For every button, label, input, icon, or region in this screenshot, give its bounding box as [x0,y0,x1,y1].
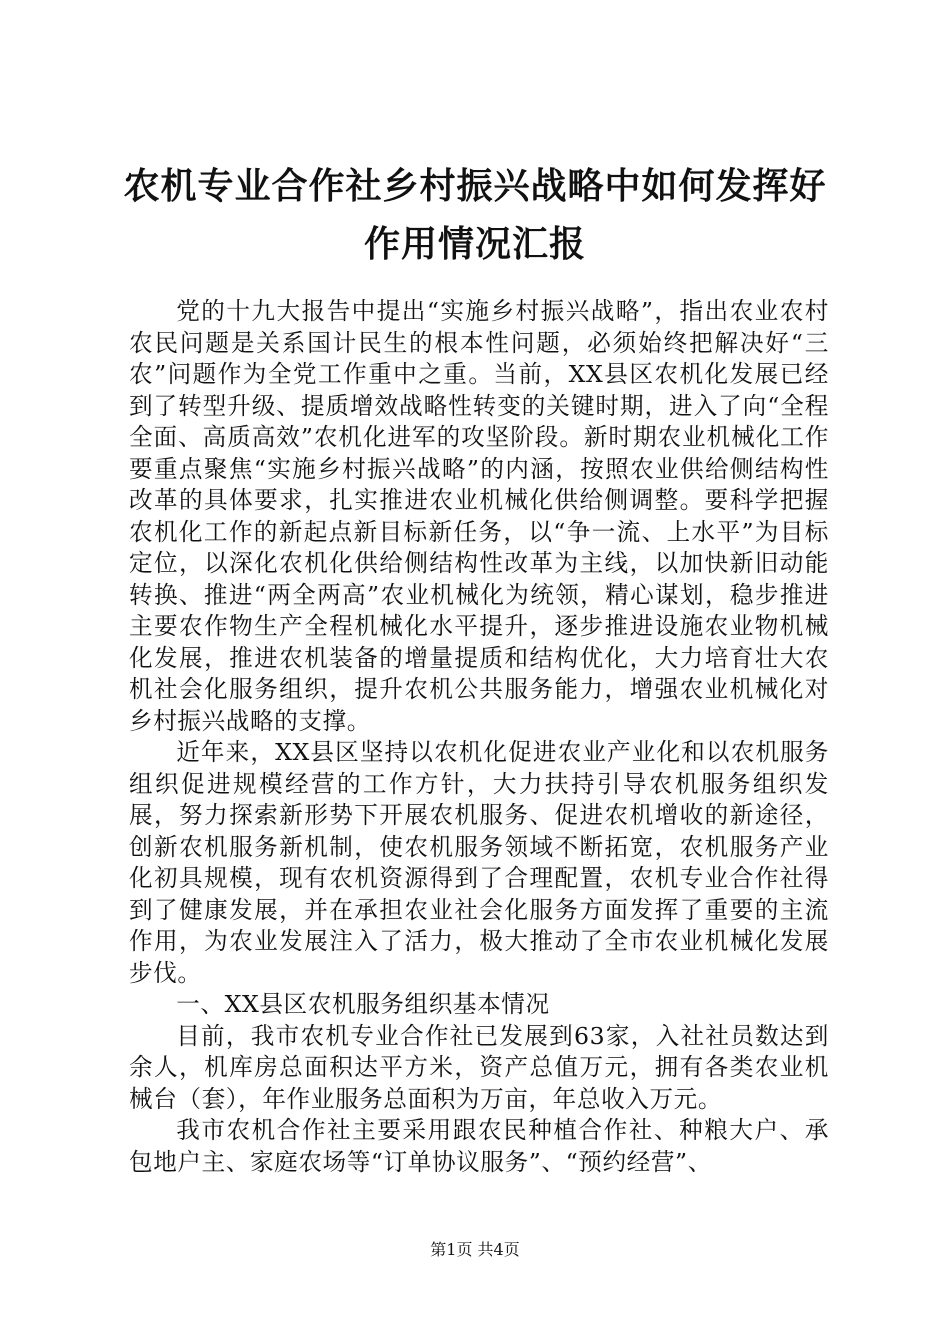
paragraph-service-modes: 我市农机合作社主要采用跟农民种植合作社、种粮大户、承包地户主、家庭农场等“订单协议服务”、“预约经营”、 [129,1116,829,1176]
document-title: 农机专业合作社乡村振兴战略中如何发挥好作用情况汇报 [123,166,827,265]
paragraph-current-status: 目前，我市农机专业合作社已发展到63家，入社社员数达到余人，机库房总面积达平方米，资产总值万元，拥有各类农业机械台（套），年作业服务总面积为万亩，年总收入万元。 [129,1021,829,1113]
page-number-footer: 第1页 共4页 [430,1240,520,1259]
paragraph-recent-years: 近年来，XX县区坚持以农机化促进农业产业化和以农机服务组织促进规模经营的工作方针，大力扶持引导农机服务组织发展，努力探索新形势下开展农机服务、促进农机增收的新途径，创新农机服务新机制，使农机服务领域不断拓宽，农机服务产业化初具规模，现有农机资源得到了合理配置，农机专业合作社得到了健康发展，并在承担农业社会化服务方面发挥了重要的主流作用，为农业发展注入了活力，极大推动了全市农业机械化发展步伐。 [129,738,829,987]
section-heading-basic-situation: 一、XX县区农机服务组织基本情况 [176,990,550,1018]
paragraph-intro: 党的十九大报告中提出“实施乡村振兴战略”，指出农业农村农民问题是关系国计民生的根本性问题，必须始终把解决好“三农”问题作为全党工作重中之重。当前，XX县区农机化发展已经到了转型升级、提质增效战略性转变的关键时期，进入了向“全程全面、高质高效”农机化进军的攻坚阶段。新时期农业机械化工作要重点聚焦“实施乡村振兴战略”的内涵，按照农业供给侧结构性改革的具体要求，扎实推进农业机械化供给侧调整。要科学把握农机化工作的新起点新目标新任务，以“争一流、上水平”为目标定位，以深化农机化供给侧结构性改革为主线，以加快新旧动能转换、推进“两全两高”农业机械化为统领，精心谋划，稳步推进主要农作物生产全程机械化水平提升，逐步推进设施农业物机械化发展，推进农机装备的增量提质和结构优化，大力培育壮大农机社会化服务组织，提升农机公共服务能力，增强农业机械化对乡村振兴战略的支撑。 [129,297,829,735]
document-body [129,296,829,1178]
